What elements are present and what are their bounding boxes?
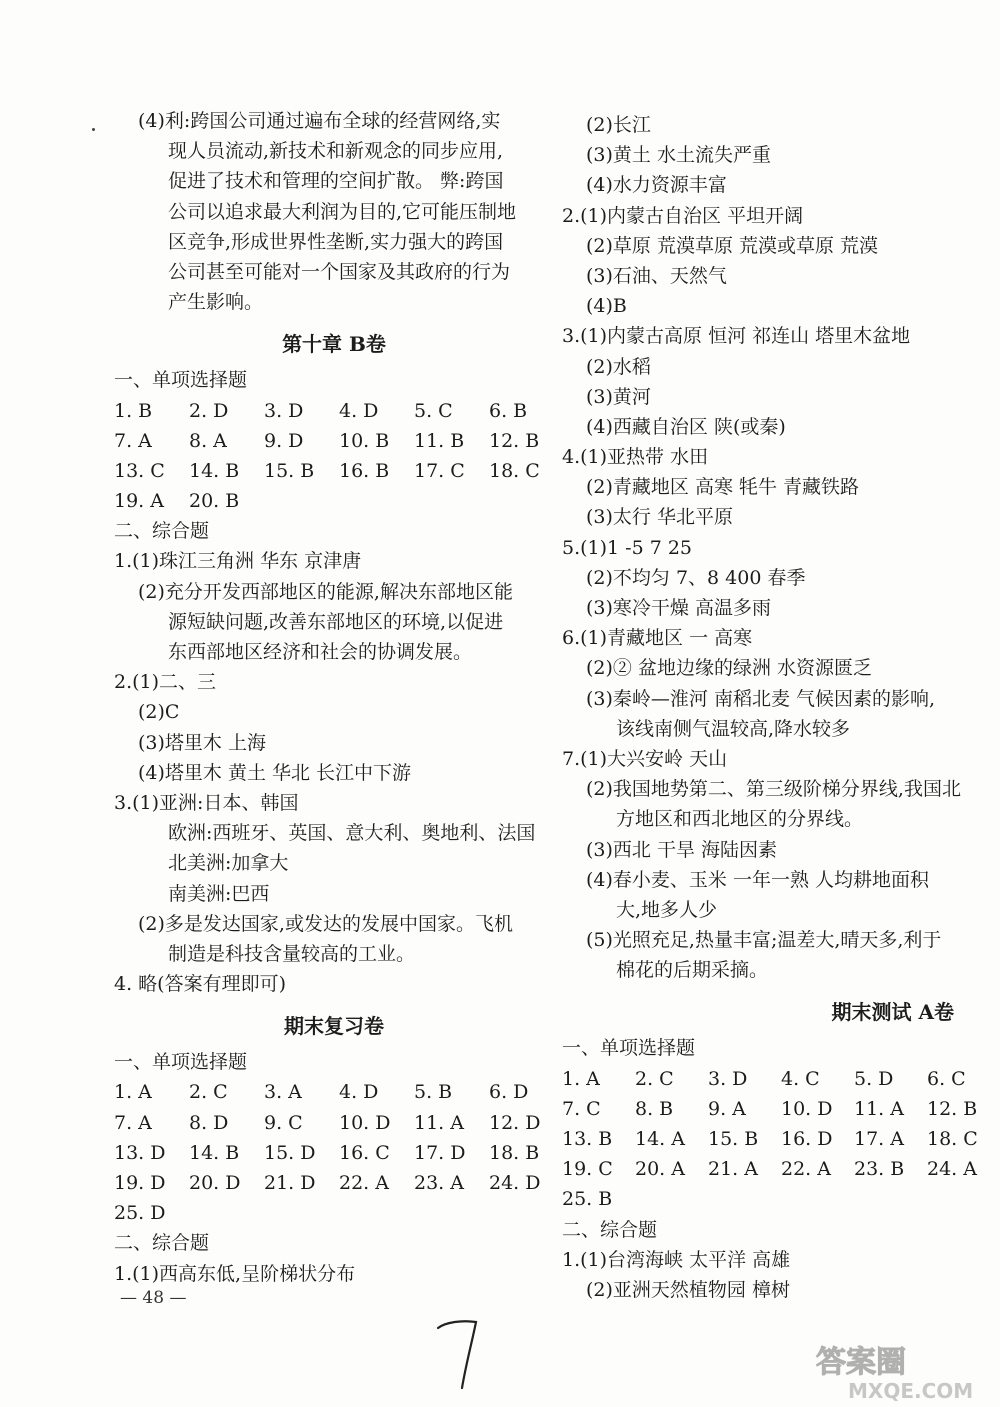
answer: 1. B [114,399,153,422]
stray-dot [92,128,95,131]
watermark-logo-text: 答案圈 [816,1345,906,1380]
answer: 6. D [489,1081,529,1104]
answer-line: (5)光照充足,热量丰富;温差大,晴天多,利于 [586,929,942,952]
answer: 1. A [114,1081,152,1104]
answer-line: 7.(1)大兴安岭 天山 [562,747,728,770]
section-title-ch10: 第十章 B卷 [282,332,386,357]
answer-line: 2.(1)内蒙古自治区 平坦开阔 [562,204,804,227]
subsection-title: 一、单项选择题 [114,369,248,392]
answer: 14. A [635,1128,685,1150]
answer: 6. B [489,399,528,422]
answer: 16. B [339,459,390,482]
section-title-final: 期末测试 A卷 [831,1000,954,1025]
answer: 9. C [264,1111,303,1134]
answer: 19. D [114,1172,166,1194]
subsection-title: 二、综合题 [114,520,210,543]
answer-row [114,396,554,426]
answer-line: (3)石油、天然气 [586,264,727,287]
answer: 20. D [189,1172,241,1194]
answer-line: (4)塔里木 黄土 华北 长江中下游 [138,761,412,784]
answer-line: (3)塔里木 上海 [138,731,266,754]
answer: 4. C [781,1067,820,1090]
answer: 2. D [189,399,229,422]
answer-row [562,1184,994,1214]
answer-line: (2)C [138,701,180,724]
answer-line: 2.(1)二、三 [114,671,217,694]
subsection-title: 一、单项选择题 [114,1051,248,1074]
answer-line: 5.(1)1 -5 7 25 [562,536,693,559]
answer-line: 该线南侧气温较高,降水较多 [616,717,851,740]
answer-line: 东西部地区经济和社会的协调发展。 [168,641,473,663]
answer-line: 3.(1)亚洲:日本、韩国 [114,791,299,814]
watermark-logo [808,1338,998,1404]
answer: 8. D [189,1111,229,1134]
answer: 13. B [562,1128,613,1150]
answer-line: (3)寒冷干燥 高温多雨 [586,597,771,619]
answer: 17. C [414,459,465,482]
answer-line: 南美洲:巴西 [168,882,270,905]
answer-row [562,1124,994,1154]
answer: 10. D [781,1097,833,1120]
answer: 1. A [562,1067,600,1090]
answer: 3. A [264,1081,302,1104]
answer-row [114,1108,554,1138]
answer-line: (4)西藏自治区 陕(或秦) [586,415,786,438]
answer: 9. A [708,1097,746,1120]
answer: 10. B [339,429,390,452]
answer-row [114,486,554,516]
answer: 17. D [414,1141,466,1164]
answer-line: 1.(1)西高东低,呈阶梯状分布 [114,1262,356,1285]
section-title-review: 期末复习卷 [284,1014,384,1039]
answer: 18. C [927,1128,978,1150]
answer-row [562,1154,994,1184]
answer: 8. A [189,429,227,452]
answer-line: 北美洲:加拿大 [168,852,289,875]
answer-row [114,1077,554,1107]
answer-line: 1.(1)台湾海峡 太平洋 高雄 [562,1248,791,1271]
answer: 15. B [708,1128,759,1150]
answer-line: 方地区和西北地区的分界线。 [616,808,864,831]
answer: 3. D [708,1067,748,1090]
answer-line: (2)② 盆地边缘的绿洲 水资源匮乏 [586,657,872,680]
answer-row [114,1138,554,1168]
answer-line: (2)水稻 [586,355,651,378]
answer-line: 源短缺问题,改善东部地区的环境,以促进 [168,610,504,633]
answer: 13. D [114,1141,166,1164]
page-number: — 48 — [120,1288,187,1308]
answer: 12. B [927,1097,978,1120]
answer: 3. D [264,399,304,422]
answer: 22. A [781,1158,831,1181]
intro-line: 公司甚至可能对一个国家及其政府的行为 [168,260,511,283]
answer-line: (2)草原 荒漠草原 荒漠或草原 荒漠 [586,234,879,257]
answer-row [562,1094,994,1124]
answer-line: 大,地多人少 [616,898,718,921]
answer: 10. D [339,1111,391,1134]
answer: 19. C [562,1158,613,1181]
answer: 5. C [414,399,453,422]
answer: 6. C [927,1067,966,1090]
answer-line: (3)西北 干旱 海陆因素 [586,838,777,861]
intro-line: 公司以追求最大利润为目的,它可能压制地 [168,200,517,223]
answer-line: 3.(1)内蒙古高原 恒河 祁连山 塔里木盆地 [562,325,911,348]
answer-line: 棉花的后期采摘。 [616,959,769,982]
answer: 4. D [339,1081,379,1104]
answer-line: 4.(1)亚热带 水田 [562,446,709,469]
answer-line: (4)B [586,295,627,318]
intro-line: 现人员流动,新技术和新观念的同步应用, [168,140,504,163]
answer-line: 4. 略(答案有理即可) [114,973,286,996]
answer: 25. D [114,1202,166,1225]
answer: 21. A [708,1158,758,1181]
answer: 12. B [489,429,540,452]
answer: 18. B [489,1141,540,1164]
answer: 16. C [339,1141,390,1164]
answer: 4. D [339,399,379,422]
answer: 15. B [264,459,315,482]
answer-line: 1.(1)珠江三角洲 华东 京津唐 [114,550,362,573]
intro-line: 区竞争,形成世界性垄断,实力强大的跨国 [168,230,504,253]
left-column [114,106,554,1289]
answer: 9. D [264,429,304,452]
answer: 25. B [562,1188,613,1211]
answer: 5. B [414,1081,453,1104]
answer: 19. A [114,490,164,513]
answer-line: (2)青藏地区 高寒 牦牛 青藏铁路 [586,476,860,499]
answer: 20. A [635,1158,685,1181]
answer: 8. B [635,1097,674,1120]
answer: 24. D [489,1172,541,1194]
intro-line: 促进了技术和管理的空间扩散。 弊:跨国 [168,170,504,193]
answer-row [562,1064,994,1094]
answer: 14. B [189,1141,240,1164]
answer: 7. A [114,1111,152,1134]
answer-row [114,1198,554,1228]
answer-line: (2)我国地势第二、第三级阶梯分界线,我国北 [586,778,961,801]
answer: 7. A [114,429,152,452]
answer-line: (4)水力资源丰富 [586,174,727,197]
answer-line: (3)太行 华北平原 [586,506,733,529]
handwritten-seven [432,1312,492,1392]
answer-line: (3)黄土 水土流失严重 [586,144,771,167]
answer-row [114,456,554,486]
answer: 13. C [114,459,165,482]
answer-row [114,1168,554,1198]
answer: 7. C [562,1097,601,1120]
answer-line: (3)黄河 [586,385,651,408]
subsection-title: 一、单项选择题 [562,1037,696,1060]
answer: 23. A [414,1172,464,1194]
answer: 17. A [854,1128,904,1150]
subsection-title: 二、综合题 [562,1218,658,1241]
intro-line: 产生影响。 [168,291,264,314]
answer: 11. A [414,1111,464,1134]
right-column [562,110,994,1305]
answer-line: (2)充分开发西部地区的能源,解决东部地区能 [138,580,513,603]
watermark-url: MXQE.COM [848,1379,974,1403]
answer: 20. B [189,490,240,513]
answer: 12. D [489,1111,541,1134]
answer-line: 6.(1)青藏地区 一 高寒 [562,627,753,650]
answer: 5. D [854,1067,894,1090]
answer: 2. C [189,1081,228,1104]
answer: 23. B [854,1158,905,1181]
answer: 16. D [781,1128,833,1150]
answer-line: 制造是科技含量较高的工业。 [168,942,416,965]
answer-line: (2)多是发达国家,或发达的发展中国家。飞机 [138,912,513,935]
answer: 18. C [489,459,540,482]
answer-line: (2)长江 [586,114,651,136]
answer: 15. D [264,1141,316,1164]
subsection-title: 二、综合题 [114,1232,210,1255]
answer: 22. A [339,1172,389,1194]
answer-line: (2)不均匀 7、8 400 春季 [586,566,806,589]
answer: 11. B [414,429,465,452]
answer: 24. A [927,1158,977,1181]
answer-line: (2)亚洲天然植物园 樟树 [586,1278,790,1301]
answer-row [114,426,554,456]
answer-line: (3)秦岭—淮河 南稻北麦 气候因素的影响, [586,687,936,710]
intro-line: (4)利:跨国公司通过遍布全球的经营网络,实 [138,110,501,132]
answer: 21. D [264,1172,316,1194]
answer: 2. C [635,1067,674,1090]
answer: 14. B [189,459,240,482]
answer: 11. A [854,1097,904,1120]
answer-line: 欧洲:西班牙、英国、意大利、奥地利、法国 [168,822,536,845]
answer-line: (4)春小麦、玉米 一年一熟 人均耕地面积 [586,868,929,891]
